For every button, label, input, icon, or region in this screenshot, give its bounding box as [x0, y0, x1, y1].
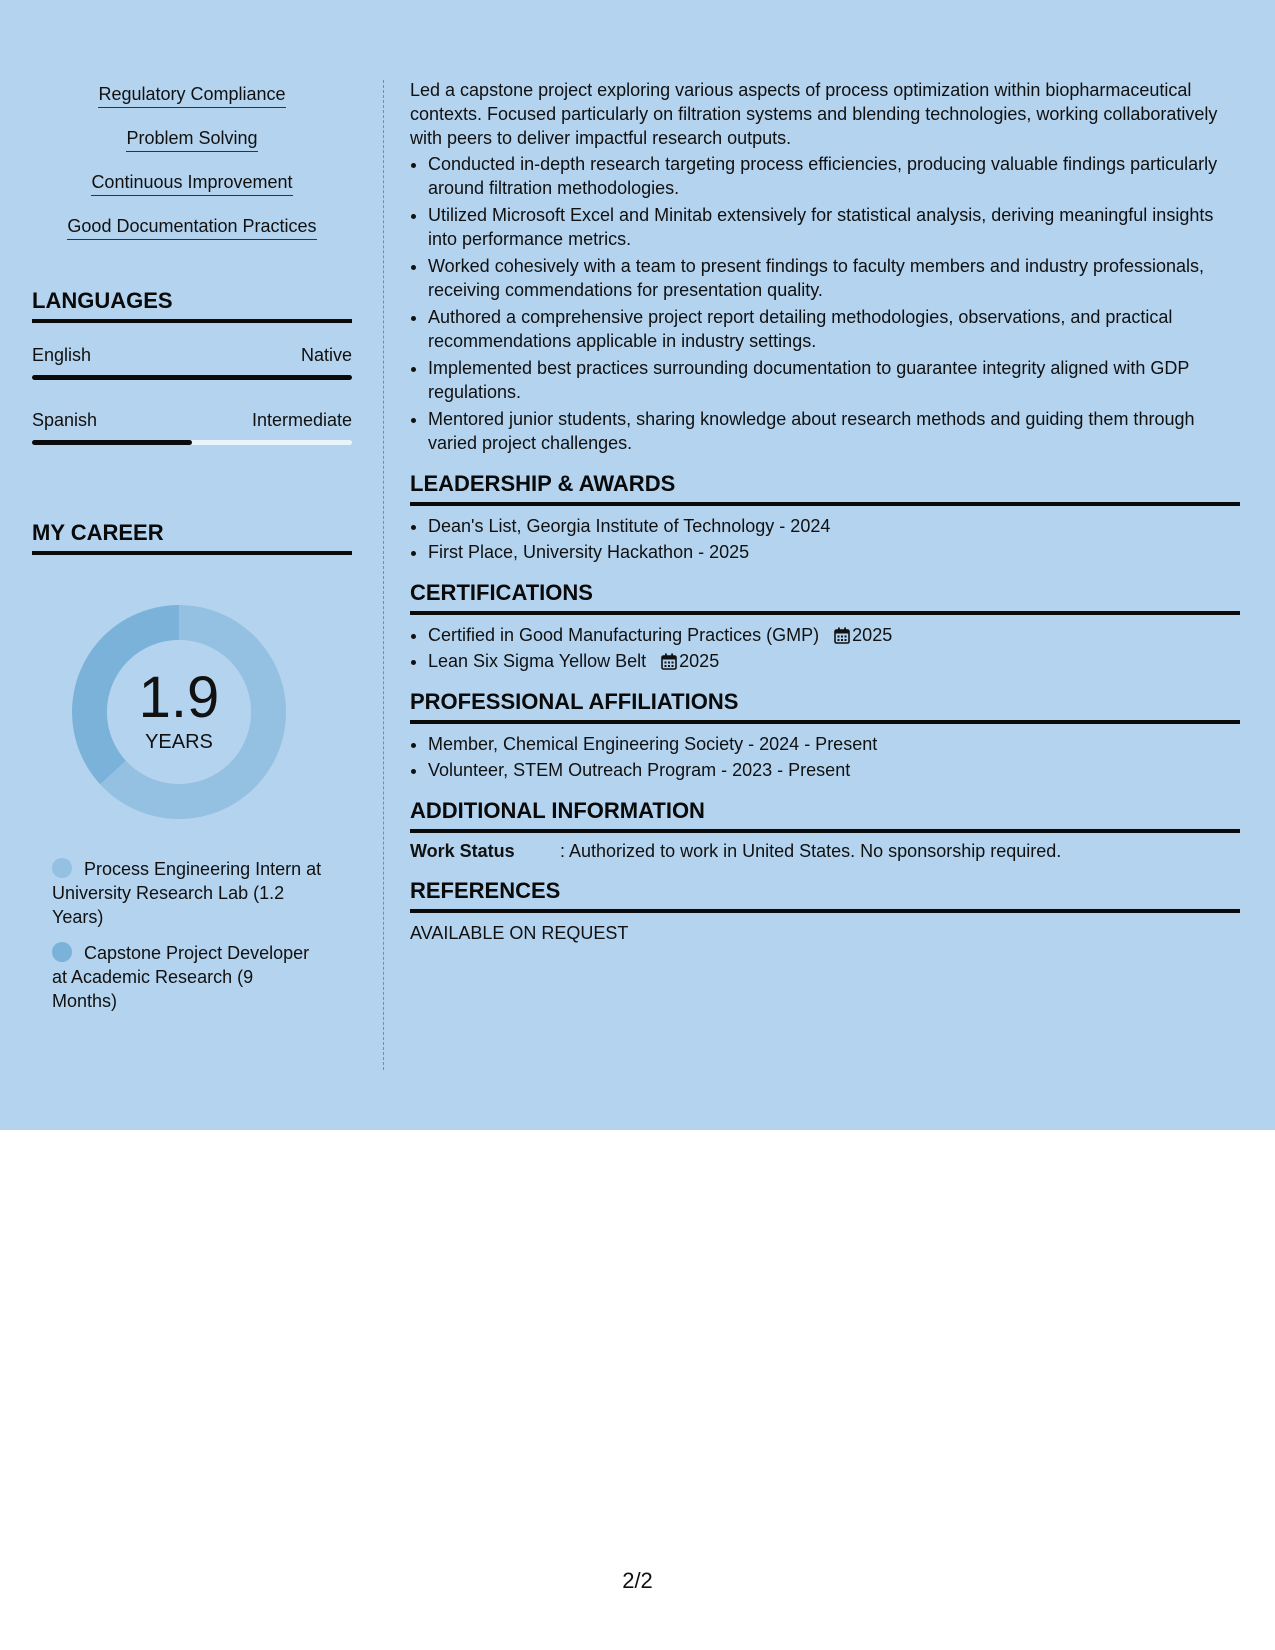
career-donut-chart: [64, 597, 294, 827]
list-item: • Authored a comprehensive project report detailing methodologies, observations, and practical recommendations applicable in industry settings.: [428, 305, 1240, 353]
list-item: • Implemented best practices surrounding documentation to guarantee integrity aligned with GDP regulations.: [428, 356, 1240, 404]
section-title: ADDITIONAL INFORMATION: [410, 798, 1240, 833]
legend-dot: [52, 858, 72, 878]
references-section: [410, 878, 1240, 944]
list-item: • Volunteer, STEM Outreach Program - 2023 - Present: [428, 758, 1240, 782]
language-level-fill: [32, 440, 192, 445]
list-item: • Utilized Microsoft Excel and Minitab extensively for statistical analysis, deriving meaningful insights into performance metrics.: [428, 203, 1240, 251]
list-item: • Dean's List, Georgia Institute of Technology - 2024: [428, 514, 1240, 538]
calendar-icon: [834, 627, 850, 644]
column-divider: [383, 80, 384, 1070]
language-item: [32, 345, 352, 380]
certification-year: 2025: [679, 651, 720, 671]
certifications-section: [410, 580, 1240, 673]
career-legend: [52, 857, 322, 1013]
career-total-unit: YEARS: [145, 731, 213, 753]
section-title: LANGUAGES: [32, 288, 352, 323]
certification-name: Lean Six Sigma Yellow Belt: [428, 651, 647, 671]
calendar-icon: [661, 653, 677, 670]
skill-tag: Problem Solving: [126, 128, 257, 152]
language-level: Native: [300, 345, 352, 365]
skill-tag: Continuous Improvement: [91, 172, 292, 196]
legend-item: [52, 941, 322, 1013]
language-item: [32, 410, 352, 445]
section-title: REFERENCES: [410, 878, 1240, 913]
page-number: 2/2: [622, 1568, 653, 1593]
languages-section: [32, 288, 352, 445]
references-text: AVAILABLE ON REQUEST: [410, 923, 629, 943]
skill-tag: Regulatory Compliance: [98, 84, 285, 108]
legend-label: Capstone Project Developer at Academic Research (9 Months): [52, 943, 310, 1011]
work-status-value: : Authorized to work in United States. No sponsorship required.: [560, 841, 1062, 861]
section-title: MY CAREER: [32, 520, 352, 555]
language-level-fill: [32, 375, 352, 380]
skills-list: [32, 76, 352, 260]
section-title: CERTIFICATIONS: [410, 580, 1240, 615]
legend-dot: [52, 942, 72, 962]
list-item: • Conducted in-depth research targeting process efficiencies, producing valuable findings particularly around filtration methodologies.: [428, 152, 1240, 200]
skill-tag: Good Documentation Practices: [67, 216, 316, 240]
legend-label: Process Engineering Intern at University Research Lab (1.2 Years): [52, 859, 322, 927]
work-status-label: Work Status: [410, 841, 515, 861]
list-item: [428, 649, 1240, 673]
right-column: [410, 78, 1240, 944]
list-item: • First Place, University Hackathon - 2025: [428, 540, 1240, 564]
language-level-bar: [32, 440, 352, 445]
section-title: PROFESSIONAL AFFILIATIONS: [410, 689, 1240, 724]
career-total-years: 1.9: [138, 665, 220, 730]
certification-name: Certified in Good Manufacturing Practices (GMP): [428, 625, 820, 645]
section-title: LEADERSHIP & AWARDS: [410, 471, 1240, 506]
legend-item: [52, 857, 322, 929]
language-name: Spanish: [32, 410, 98, 430]
experience-summary: Led a capstone project exploring various aspects of process optimization within biopharmaceutical contexts. Focused particularly on filtration systems and blending technologies, working collaboratively with peers to deliver impactful research outputs.: [410, 80, 1218, 148]
list-item: [428, 623, 1240, 647]
list-item: • Member, Chemical Engineering Society - 2024 - Present: [428, 732, 1240, 756]
list-item: • Worked cohesively with a team to present findings to faculty members and industry professionals, receiving commendations for presentation quality.: [428, 254, 1240, 302]
additional-info-section: [410, 798, 1240, 862]
language-level-bar: [32, 375, 352, 380]
language-name: English: [32, 345, 92, 365]
leadership-section: [410, 471, 1240, 564]
left-column: [32, 76, 352, 1025]
career-section: [32, 520, 352, 1013]
experience-bullets: [410, 152, 1240, 455]
certification-year: 2025: [852, 625, 893, 645]
language-level: Intermediate: [251, 410, 352, 430]
affiliations-section: [410, 689, 1240, 782]
list-item: • Mentored junior students, sharing knowledge about research methods and guiding them through varied project challenges.: [428, 407, 1240, 455]
